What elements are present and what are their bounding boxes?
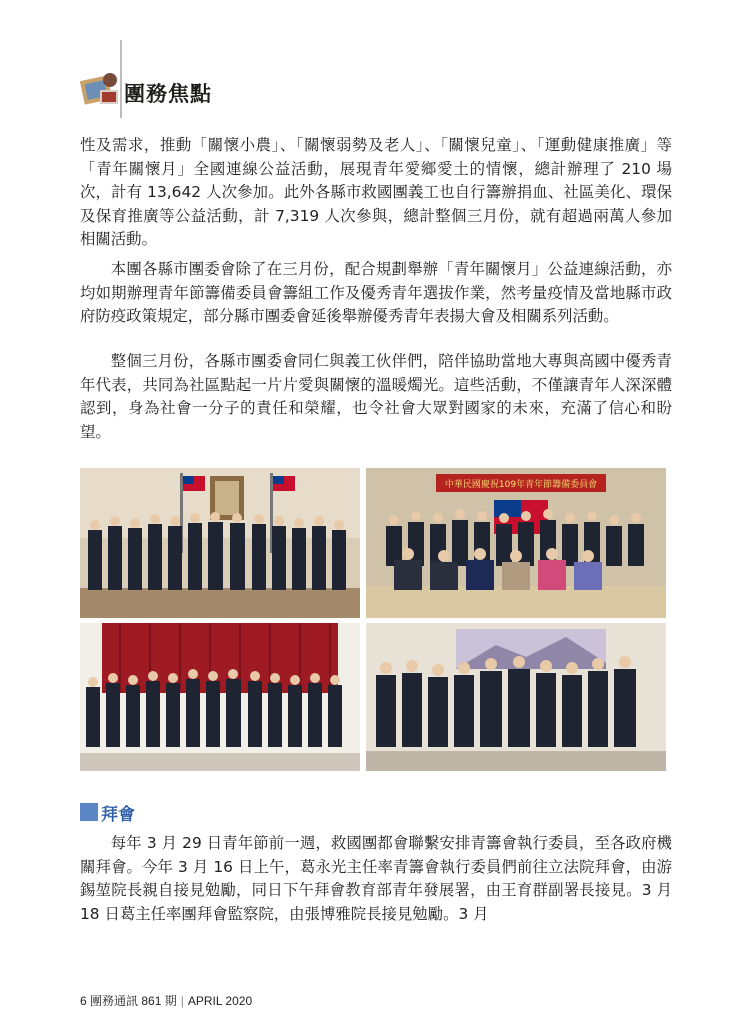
publication-name: 團務通訊 861 期 (90, 994, 177, 1008)
photo-youth-development-visit (366, 623, 666, 771)
photo-committee-meeting (366, 468, 666, 618)
body-paragraph-1: 性及需求，推動「關懷小農」、「關懷弱勢及老人」、「關懷兒童」、「運動健康推廣」等「青年關懷月」全國連線公益活動，展現青年愛鄉愛土的情懷，總計辦理了 210 場次，計有 13,642 人次參加。此外各縣市救國團義工也自行籌辦捐血、社區美化、環保及保育推廣等公益活動，計 7,319 人次參與，總計整個三月份，就有超過兩萬人參加相關活動。 (80, 136, 672, 248)
photo-banner-text: 中華民國慶祝109年青年節籌備委員會 (444, 480, 598, 490)
photo-control-yuan-visit (80, 623, 360, 771)
section-logo-icon (80, 70, 120, 106)
subsection-paragraph: 每年 3 月 29 日青年節前一週，救國團都會聯繫安排青籌會執行委員，至各政府機關拜會。今年 3 月 16 日上午，葛永光主任率青籌會執行委員們前往立法院拜會，由游錫堃院長親自接見勉勵，同日下午拜會教育部青年發展署，由王育群副署長接見。3 月 18 日葛主任率團拜會監察院，由張博雅院長接見勉勵。3 月 (80, 834, 672, 923)
subsection-marker-icon (80, 803, 98, 821)
page-number: 6 (80, 994, 87, 1008)
page-footer (80, 992, 252, 1009)
subsection-heading (80, 801, 135, 823)
section-title: 團務焦點 (124, 82, 212, 106)
body-paragraph-3: 整個三月份，各縣市團委會同仁與義工伙伴們，陪伴協助當地大專與高國中優秀青年代表，共同為社區點起一片片愛與關懷的溫暖燭光。這些活動，不僅讓青年人深深體認到，身為社會一分子的責任和榮耀，也令社會大眾對國家的未來，充滿了信心和盼望。 (80, 352, 672, 441)
header-divider (120, 40, 122, 118)
photo-legislative-visit (80, 468, 360, 618)
issue-date: APRIL 2020 (187, 994, 253, 1008)
footer-separator: | (180, 994, 184, 1008)
body-paragraph-2: 本團各縣市團委會除了在三月份，配合規劃舉辦「青年關懷月」公益連線活動，亦均如期辦理青年節籌備委員會籌組工作及優秀青年選拔作業，然考量疫情及當地縣市政府防疫政策規定，部分縣市團委會延後舉辦優秀青年表揚大會及相關系列活動。 (80, 260, 672, 325)
subsection-title: 拜會 (101, 804, 135, 825)
